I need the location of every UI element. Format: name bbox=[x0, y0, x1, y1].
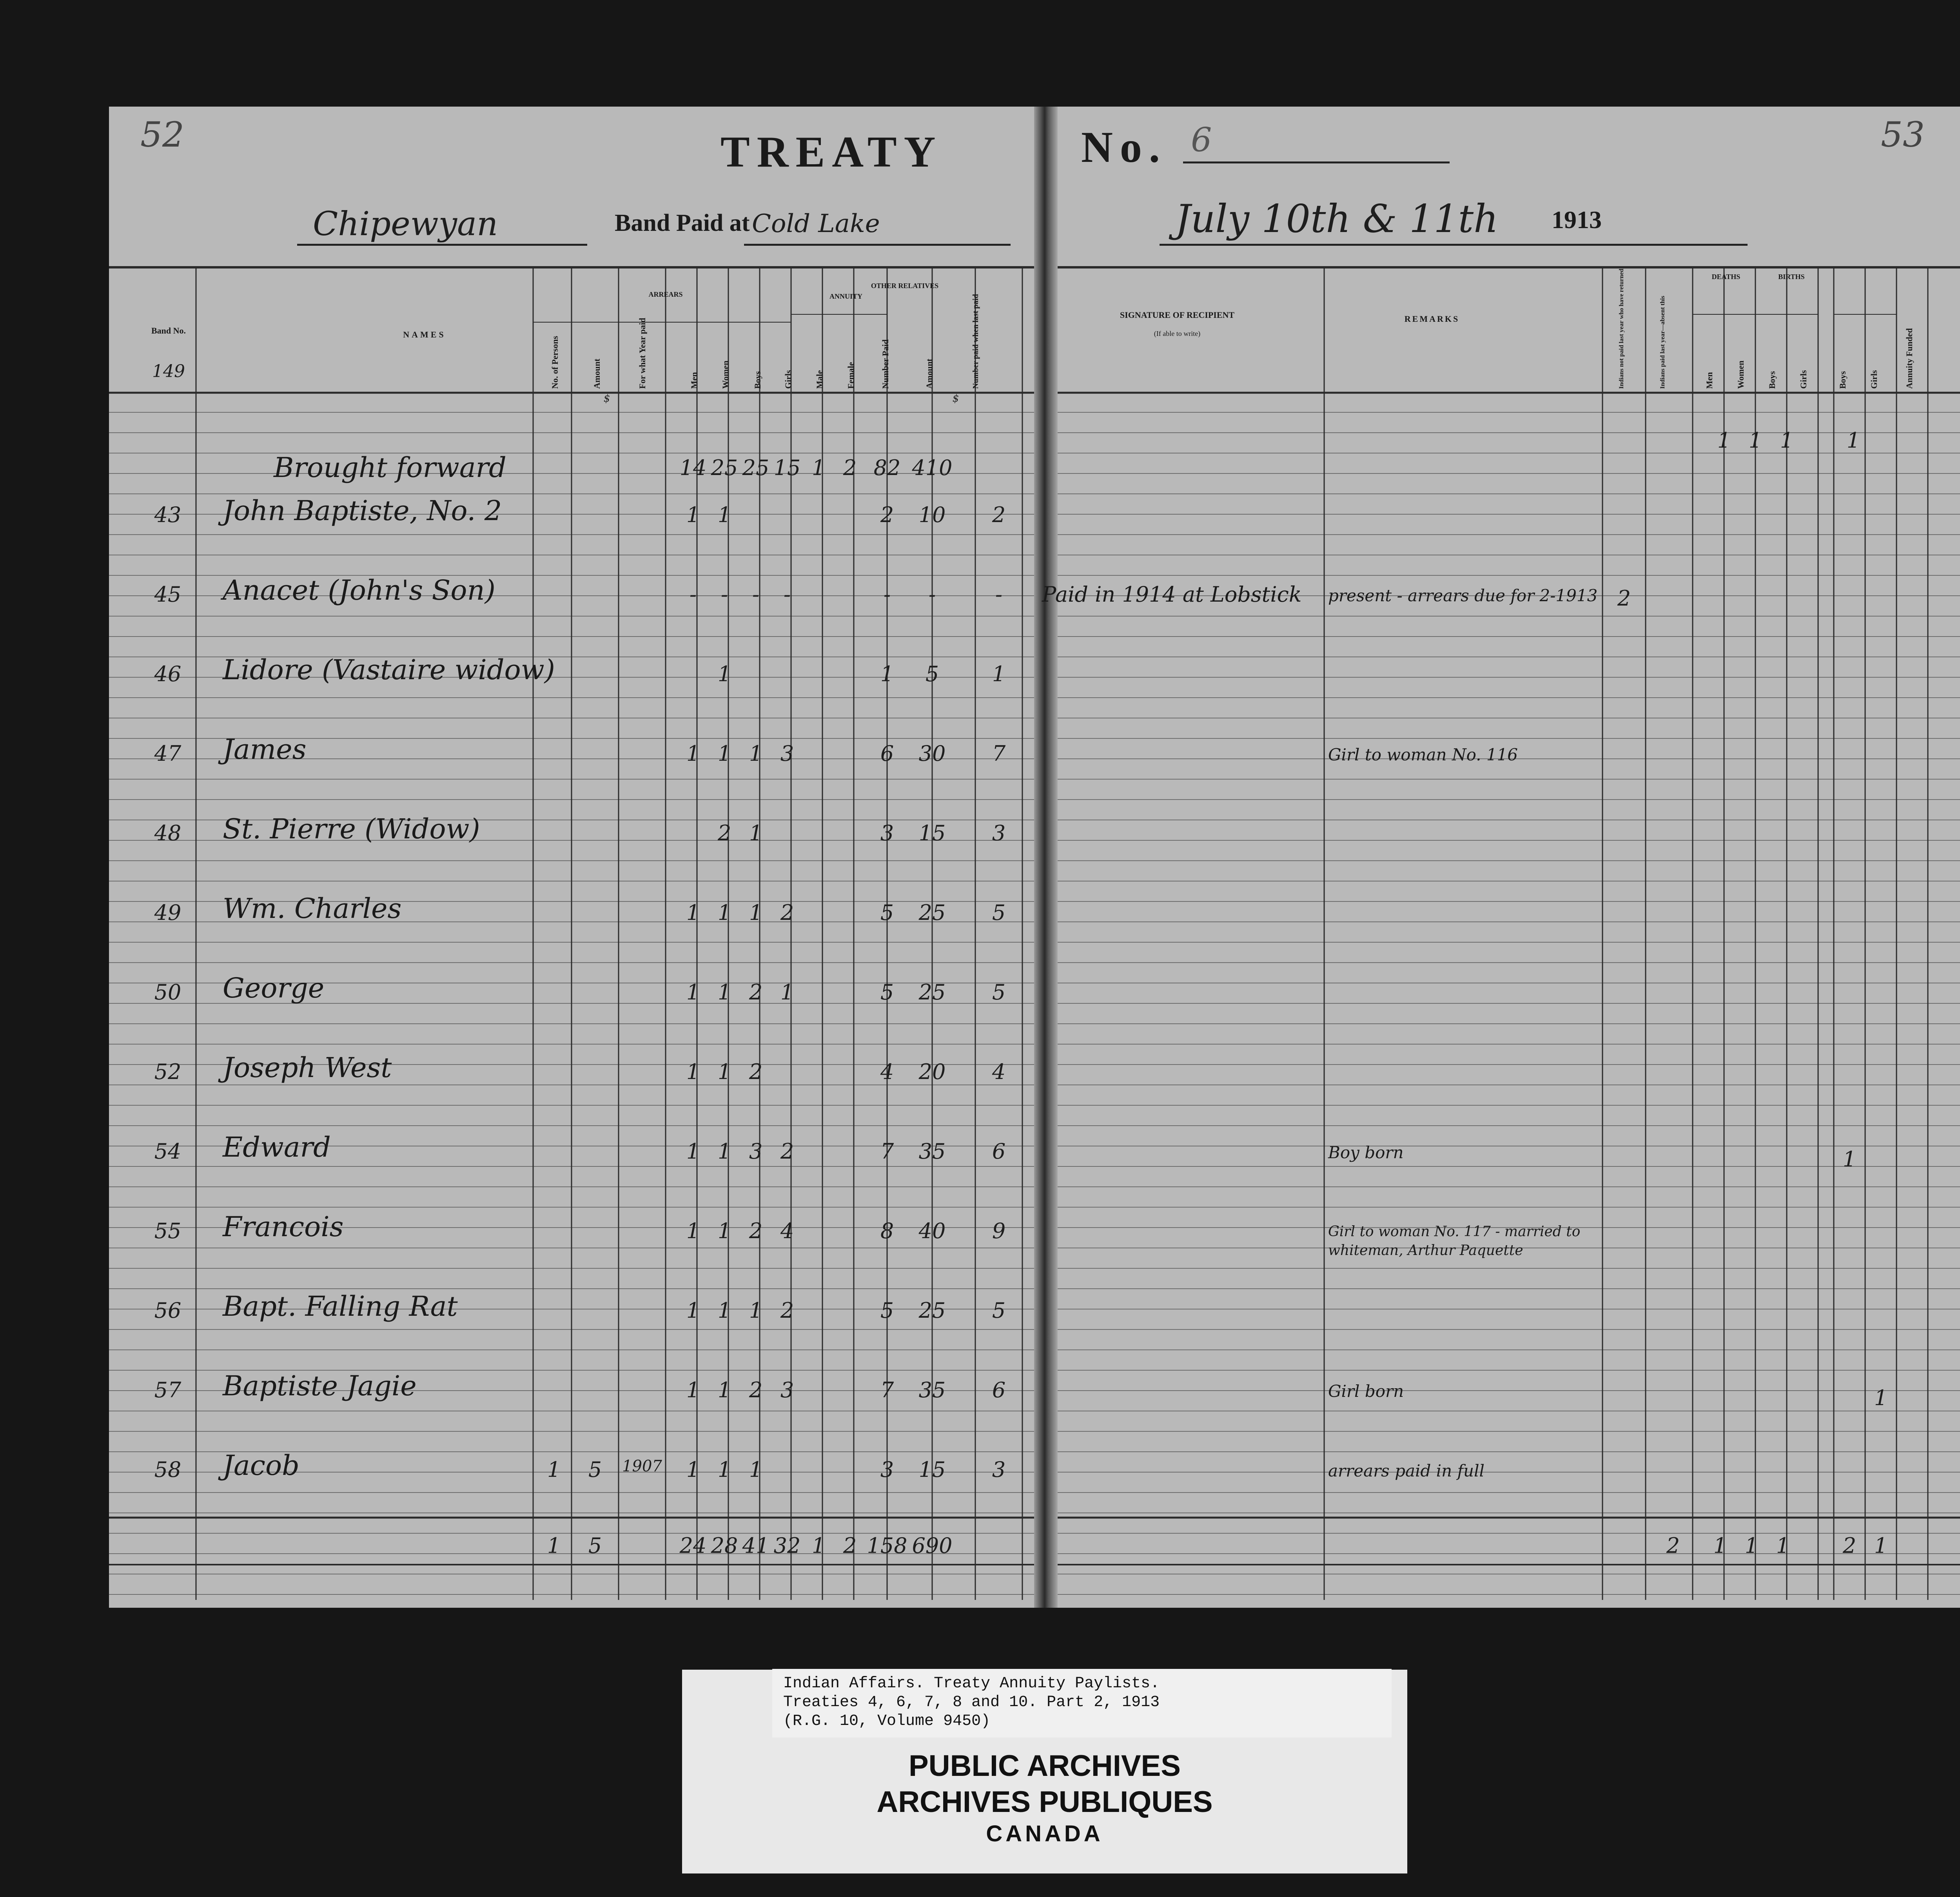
row-women: 2 bbox=[717, 821, 731, 845]
row-amount: 35 bbox=[918, 1378, 946, 1402]
header-women: Women bbox=[720, 360, 730, 389]
row-last-paid: 7 bbox=[992, 741, 1006, 766]
row-last-paid: 5 bbox=[992, 980, 1006, 1005]
row-band-no: 43 bbox=[154, 502, 181, 527]
row-women: - bbox=[720, 582, 728, 607]
header-male: Male bbox=[815, 370, 824, 389]
row-arrears-amount: 5 bbox=[588, 1457, 602, 1482]
row-number-paid: 3 bbox=[880, 821, 894, 845]
header-deaths-girls: Girls bbox=[1798, 370, 1808, 389]
total-births-boys: 2 bbox=[1842, 1533, 1857, 1558]
row-band-no: 58 bbox=[154, 1457, 181, 1482]
row-remark: Girl born bbox=[1328, 1382, 1404, 1401]
book-gutter bbox=[1034, 107, 1058, 1608]
births-boys-mark: 1 bbox=[1846, 428, 1860, 453]
header-births-girls: Girls bbox=[1869, 370, 1879, 389]
row-amount: 35 bbox=[918, 1139, 946, 1164]
row-name: Anacet (John's Son) bbox=[223, 574, 495, 606]
header-deaths-women: Women bbox=[1736, 360, 1746, 389]
row-band-no: 48 bbox=[154, 821, 181, 845]
row-boys: 1 bbox=[749, 821, 763, 845]
row-birth-girls: 1 bbox=[1874, 1386, 1888, 1410]
bf-female: 2 bbox=[843, 455, 857, 480]
payment-year: 1913 bbox=[1552, 206, 1602, 234]
total-boys: 41 bbox=[742, 1533, 769, 1558]
row-signature: Paid in 1914 at Lobstick bbox=[1042, 582, 1302, 607]
place-name: Cold Lake bbox=[752, 209, 880, 238]
row-number-paid: 7 bbox=[880, 1139, 894, 1164]
row-last-paid: 3 bbox=[992, 1457, 1006, 1482]
archive-country: CANADA bbox=[986, 1821, 1103, 1846]
header-deaths: DEATHS bbox=[1711, 273, 1740, 281]
header-arrears-amount: Amount bbox=[592, 358, 602, 389]
row-boys: 1 bbox=[749, 1457, 763, 1482]
row-name: James bbox=[223, 733, 307, 765]
row-boys: 2 bbox=[749, 1378, 763, 1402]
archive-label-title bbox=[682, 1748, 1407, 1848]
header-other-relatives: OTHER RELATIVES bbox=[871, 282, 939, 290]
header-number-paid-when-last-paid: Number paid when last paid bbox=[971, 294, 980, 389]
row-amount: 15 bbox=[918, 821, 946, 845]
row-boys: 2 bbox=[749, 1219, 763, 1243]
header-births: BIRTHS bbox=[1778, 273, 1805, 281]
row-amount: 10 bbox=[918, 502, 946, 527]
row-band-no: 57 bbox=[154, 1378, 181, 1402]
header-no-of-persons: No. of Persons bbox=[550, 336, 560, 389]
row-name: Wm. Charles bbox=[223, 892, 402, 925]
row-last-paid: 1 bbox=[992, 662, 1006, 686]
row-boys: 1 bbox=[749, 741, 763, 766]
header-annuity-funded: Annuity Funded bbox=[1904, 328, 1914, 389]
row-women: 1 bbox=[717, 1298, 731, 1323]
row-birth-boys: 1 bbox=[1842, 1147, 1857, 1172]
payment-date: July 10th & 11th bbox=[1175, 197, 1499, 241]
row-number-paid: 3 bbox=[880, 1457, 894, 1482]
row-band-no: 52 bbox=[154, 1059, 181, 1084]
header-signature-note: (If able to write) bbox=[1154, 330, 1201, 337]
bf-number-paid: 82 bbox=[873, 455, 901, 480]
header-number-paid: Number Paid bbox=[880, 339, 890, 389]
row-number-paid: 4 bbox=[880, 1059, 894, 1084]
row-women: 1 bbox=[717, 1219, 731, 1243]
archive-label-caption bbox=[772, 1669, 1392, 1737]
row-number-paid: 5 bbox=[880, 1298, 894, 1323]
bf-women: 25 bbox=[711, 455, 738, 480]
row-name: Edward bbox=[223, 1131, 331, 1163]
row-men: 1 bbox=[686, 900, 700, 925]
row-last-paid: 6 bbox=[992, 1378, 1006, 1402]
row-band-no: 54 bbox=[154, 1139, 181, 1164]
header-signature: SIGNATURE OF RECIPIENT bbox=[1120, 310, 1235, 320]
row-amount: 15 bbox=[918, 1457, 946, 1482]
bf-boys: 25 bbox=[742, 455, 769, 480]
row-remark: Boy born bbox=[1328, 1143, 1404, 1162]
row-remark: present - arrears due for 2-1913 bbox=[1328, 586, 1598, 605]
caption-line-2: Treaties 4, 6, 7, 8 and 10. Part 2, 1913 bbox=[783, 1694, 1160, 1711]
row-name: Jacob bbox=[223, 1449, 299, 1482]
caption-line-1: Indian Affairs. Treaty Annuity Paylists. bbox=[783, 1675, 1160, 1692]
total-returned: 2 bbox=[1666, 1533, 1680, 1558]
caption-line-3: (R.G. 10, Volume 9450) bbox=[783, 1712, 991, 1730]
bf-amount: 410 bbox=[912, 455, 953, 480]
row-girls: 2 bbox=[780, 900, 794, 925]
header-names: NAMES bbox=[403, 330, 446, 339]
row-women: 1 bbox=[717, 1139, 731, 1164]
row-returned: 2 bbox=[1617, 586, 1631, 611]
header-female: Female bbox=[846, 362, 856, 389]
row-name: Lidore (Vastaire widow) bbox=[223, 654, 555, 686]
band-name: Chipewyan bbox=[313, 205, 498, 243]
header-remarks: REMARKS bbox=[1404, 314, 1460, 324]
row-amount: 25 bbox=[918, 980, 946, 1005]
row-remark: Girl to woman No. 117 - married to whiteman, Arthur Paquette bbox=[1328, 1224, 1581, 1259]
row-men: 1 bbox=[686, 1378, 700, 1402]
row-girls: 3 bbox=[780, 741, 794, 766]
header-boys: Boys bbox=[753, 371, 762, 389]
right-page-number: 53 bbox=[1881, 114, 1925, 155]
row-arrears-year: 1907 bbox=[622, 1457, 662, 1475]
row-number-paid: 6 bbox=[880, 741, 894, 766]
ledger-page bbox=[109, 107, 1960, 1608]
row-amount: 30 bbox=[918, 741, 946, 766]
row-men: 1 bbox=[686, 1457, 700, 1482]
row-boys: 2 bbox=[749, 1059, 763, 1084]
row-last-paid: 5 bbox=[992, 1298, 1006, 1323]
treaty-no-label: No. bbox=[1081, 123, 1167, 172]
row-number-paid: 5 bbox=[880, 900, 894, 925]
row-men: 1 bbox=[686, 741, 700, 766]
header-men: Men bbox=[689, 372, 699, 389]
row-band-no: 55 bbox=[154, 1219, 181, 1243]
row-boys: 2 bbox=[749, 980, 763, 1005]
header-for-what-year: For what Year paid bbox=[637, 317, 647, 389]
row-amount: - bbox=[928, 582, 936, 607]
left-page-number: 52 bbox=[140, 114, 184, 155]
header-amount: Amount bbox=[924, 358, 934, 389]
total-deaths-men: 1 bbox=[1713, 1533, 1727, 1558]
deaths-men-mark: 1 bbox=[1717, 428, 1731, 453]
row-number-paid: 7 bbox=[880, 1378, 894, 1402]
header-arrears: ARREARS bbox=[648, 290, 683, 298]
total-women: 28 bbox=[711, 1533, 738, 1558]
row-name: Joseph West bbox=[223, 1052, 392, 1084]
row-men: 1 bbox=[686, 1059, 700, 1084]
bf-girls: 15 bbox=[773, 455, 801, 480]
deaths-boys-mark: 1 bbox=[1780, 428, 1794, 453]
header-paid-last-year-absent: Indians paid last year—absent this bbox=[1659, 296, 1666, 389]
header-deaths-men: Men bbox=[1704, 372, 1714, 389]
row-women: 1 bbox=[717, 502, 731, 527]
row-last-paid: 5 bbox=[992, 900, 1006, 925]
total-deaths-boys: 1 bbox=[1776, 1533, 1790, 1558]
total-amount: 690 bbox=[912, 1533, 953, 1558]
header-not-paid-last-year: Indians not paid last year who have returned bbox=[1618, 268, 1625, 389]
header-births-boys: Boys bbox=[1838, 371, 1847, 389]
row-men: 1 bbox=[686, 1298, 700, 1323]
row-name: St. Pierre (Widow) bbox=[223, 813, 480, 845]
archive-title-fr: ARCHIVES PUBLIQUES bbox=[877, 1785, 1213, 1819]
dollar-sign-arrears: $ bbox=[603, 393, 610, 404]
band-no-value: 149 bbox=[152, 361, 185, 381]
total-deaths-women: 1 bbox=[1744, 1533, 1759, 1558]
header-band-no: Band No. bbox=[151, 326, 186, 336]
archive-title-en: PUBLIC ARCHIVES bbox=[909, 1749, 1181, 1783]
bf-male: 1 bbox=[811, 455, 826, 480]
row-women: 1 bbox=[717, 741, 731, 766]
row-name: Francois bbox=[223, 1211, 344, 1243]
band-paid-at-label: Band Paid at bbox=[615, 210, 750, 236]
row-boys: 3 bbox=[749, 1139, 763, 1164]
row-band-no: 50 bbox=[154, 980, 181, 1005]
deaths-women-mark: 1 bbox=[1748, 428, 1762, 453]
brought-forward-label: Brought forward bbox=[274, 452, 506, 484]
total-arrears-amount: 5 bbox=[588, 1533, 602, 1558]
row-men: 1 bbox=[686, 1219, 700, 1243]
row-band-no: 45 bbox=[154, 582, 181, 607]
row-last-paid: 2 bbox=[992, 502, 1006, 527]
row-remark: arrears paid in full bbox=[1328, 1461, 1485, 1480]
row-name: John Baptiste, No. 2 bbox=[223, 495, 502, 527]
row-band-no: 56 bbox=[154, 1298, 181, 1323]
row-name: George bbox=[223, 972, 325, 1004]
row-boys: 1 bbox=[749, 1298, 763, 1323]
row-boys: - bbox=[752, 582, 760, 607]
total-arrears-persons: 1 bbox=[547, 1533, 561, 1558]
row-number-paid: 5 bbox=[880, 980, 894, 1005]
total-female: 2 bbox=[843, 1533, 857, 1558]
row-women: 1 bbox=[717, 900, 731, 925]
row-last-paid: 3 bbox=[992, 821, 1006, 845]
row-men: - bbox=[689, 582, 697, 607]
row-girls: 2 bbox=[780, 1298, 794, 1323]
row-girls: 3 bbox=[780, 1378, 794, 1402]
dollar-sign-amount: $ bbox=[952, 393, 959, 404]
row-girls: 2 bbox=[780, 1139, 794, 1164]
row-number-paid: 2 bbox=[880, 502, 894, 527]
row-girls: 1 bbox=[780, 980, 794, 1005]
row-amount: 25 bbox=[918, 1298, 946, 1323]
total-men: 24 bbox=[679, 1533, 707, 1558]
row-number-paid: - bbox=[883, 582, 891, 607]
row-last-paid: 4 bbox=[992, 1059, 1006, 1084]
row-last-paid: 6 bbox=[992, 1139, 1006, 1164]
row-men: 1 bbox=[686, 980, 700, 1005]
row-boys: 1 bbox=[749, 900, 763, 925]
bf-men: 14 bbox=[679, 455, 707, 480]
row-women: 1 bbox=[717, 1059, 731, 1084]
row-arrears-persons: 1 bbox=[547, 1457, 561, 1482]
treaty-title: TREATY bbox=[720, 128, 943, 176]
row-women: 1 bbox=[717, 1457, 731, 1482]
row-last-paid: 9 bbox=[992, 1219, 1006, 1243]
row-amount: 25 bbox=[918, 900, 946, 925]
header-deaths-boys: Boys bbox=[1767, 371, 1777, 389]
total-male: 1 bbox=[811, 1533, 826, 1558]
row-number-paid: 8 bbox=[880, 1219, 894, 1243]
row-men: 1 bbox=[686, 502, 700, 527]
row-girls: - bbox=[783, 582, 791, 607]
row-band-no: 49 bbox=[154, 900, 181, 925]
row-band-no: 47 bbox=[154, 741, 181, 766]
row-women: 1 bbox=[717, 662, 731, 686]
row-last-paid: - bbox=[995, 582, 1003, 607]
total-girls: 32 bbox=[773, 1533, 801, 1558]
row-name: Baptiste Jagie bbox=[223, 1370, 417, 1402]
row-men: 1 bbox=[686, 1139, 700, 1164]
row-amount: 20 bbox=[918, 1059, 946, 1084]
row-women: 1 bbox=[717, 1378, 731, 1402]
row-girls: 4 bbox=[780, 1219, 794, 1243]
row-band-no: 46 bbox=[154, 662, 181, 686]
header-girls: Girls bbox=[783, 370, 793, 389]
row-amount: 40 bbox=[918, 1219, 946, 1243]
total-births-girls: 1 bbox=[1874, 1533, 1888, 1558]
row-women: 1 bbox=[717, 980, 731, 1005]
row-remark: Girl to woman No. 116 bbox=[1328, 745, 1518, 764]
total-number-paid: 158 bbox=[867, 1533, 907, 1558]
row-number-paid: 1 bbox=[880, 662, 894, 686]
row-name: Bapt. Falling Rat bbox=[223, 1290, 458, 1322]
header-annuity: ANNUITY bbox=[829, 292, 862, 300]
row-amount: 5 bbox=[925, 662, 939, 686]
treaty-number: 6 bbox=[1191, 121, 1212, 159]
